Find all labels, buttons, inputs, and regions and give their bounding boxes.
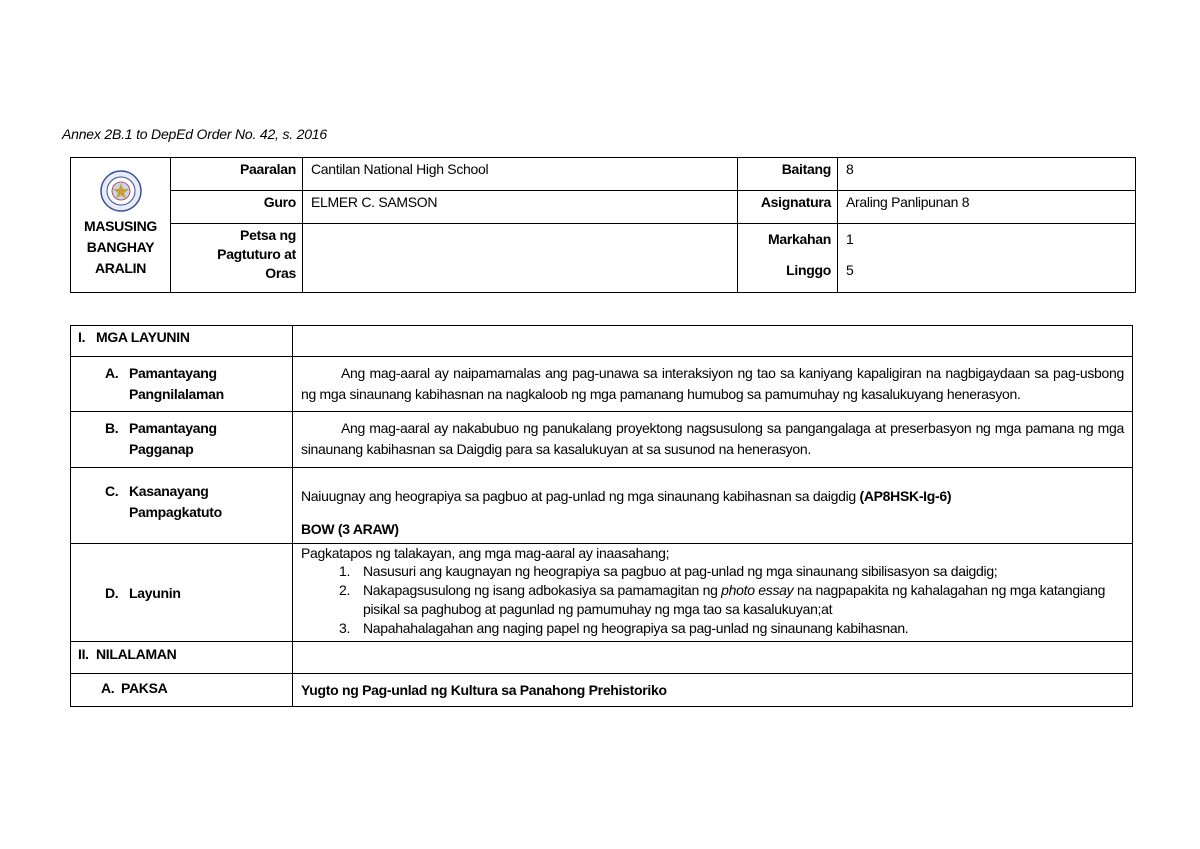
title-line-2: BANGHAY — [86, 239, 155, 255]
title-line-1: MASUSING — [83, 218, 158, 234]
petsa-value — [303, 224, 738, 293]
asignatura-label: Asignatura — [738, 191, 838, 224]
linggo-value: 5 — [846, 262, 854, 278]
section-mga-layunin: I. MGA LAYUNIN — [71, 326, 293, 357]
paaralan-value: Cantilan National High School — [303, 158, 738, 191]
kasanayang-pampagkatuto-label: C. Kasanayang Pampagkatuto — [71, 468, 293, 544]
paksa-row — [71, 674, 1133, 707]
section-nilalaman: II. NILALAMAN — [71, 642, 293, 674]
guro-value: ELMER C. SAMSON — [303, 191, 738, 224]
deped-seal-icon — [100, 170, 142, 212]
layunin-label: D. Layunin — [71, 544, 293, 642]
bow-label: BOW (3 ARAW) — [301, 521, 399, 537]
guro-label: Guro — [171, 191, 303, 224]
lesson-plan-table — [70, 325, 1133, 707]
layunin-intro: Pagkatapos ng talakayan, ang mga mag-aaral ay inaasahang; — [301, 545, 670, 561]
lesson-header-table — [70, 157, 1136, 293]
layunin-item-1: 1. Nasusuri ang kaugnayan ng heograpiya sa pagbuo at pag-unlad ng mga sinaunang sibilisasyon sa daigdig; — [339, 563, 998, 579]
pamantayang-pagganap-row — [71, 412, 1133, 468]
annex-reference: Annex 2B.1 to DepEd Order No. 42, s. 2016 — [62, 126, 327, 142]
kasanayang-pampagkatuto-row — [71, 468, 1133, 544]
baitang-label: Baitang — [738, 158, 838, 191]
linggo-label: Linggo — [786, 262, 831, 278]
markahan-label: Markahan — [768, 231, 831, 247]
layunin-content — [293, 544, 1133, 642]
title-line-3: ARALIN — [94, 260, 147, 276]
layunin-item-2: 2. Nakapagsusulong ng isang adbokasiya sa pamamagitan ng photo essay na nagpapakita ng kahalagahan ng mga katangiang pisikal sa paghubog at pagunlad ng pamumuhay ng mga tao sa kasalukuyan;at — [339, 582, 1106, 617]
pamantayang-pagganap-label: B. Pamantayang Pagganap — [71, 412, 293, 468]
kasanayang-pampagkatuto-text: Naiuugnay ang heograpiya sa pagbuo at pag-unlad ng mga sinaunang kabihasnan sa daigdig (AP8HSK-Ig-6) BOW (3 ARAW) — [293, 468, 1133, 544]
header-title-cell — [71, 158, 171, 293]
layunin-row — [71, 544, 1133, 642]
pamantayang-pagganap-text: Ang mag-aaral ay nakabubuo ng panukalang proyektong nagsusulong sa pangangalaga at preserbasyon ng mga pamana ng mga sinaunang kabihasnan sa Daigdig para sa kasalukuyan at sa susunod na henerasyon. — [293, 412, 1133, 468]
markahan-value: 1 — [846, 231, 854, 247]
layunin-item-3: 3. Napahahalagahan ang naging papel ng heograpiya sa pag-unlad ng sinaunang kabihasnan. — [339, 620, 909, 636]
competency-code: (AP8HSK-Ig-6) — [859, 488, 952, 504]
asignatura-value: Araling Panlipunan 8 — [838, 191, 1136, 224]
pamantayang-pangnilalaman-row — [71, 357, 1133, 412]
layunin-list — [301, 562, 1124, 638]
paaralan-label: Paaralan — [171, 158, 303, 191]
markahan-linggo-labels — [738, 224, 838, 293]
section-mga-layunin-row — [71, 326, 1133, 357]
markahan-linggo-values — [838, 224, 1136, 293]
paksa-label: A. PAKSA — [71, 674, 293, 707]
paksa-text: Yugto ng Pag-unlad ng Kultura sa Panahong Prehistoriko — [293, 674, 1133, 707]
petsa-label: Petsa ng Pagtuturo at Oras — [171, 224, 303, 293]
baitang-value: 8 — [838, 158, 1136, 191]
pamantayang-pangnilalaman-label: A. Pamantayang Pangnilalaman — [71, 357, 293, 412]
pamantayang-pangnilalaman-text: Ang mag-aaral ay naipamamalas ang pag-unawa sa interaksiyon ng tao sa kaniyang kapaligiran na nagbigaydaan sa pag-usbong ng mga sinaunang kabihasnan na nagkaloob ng mga pamanang humubog sa pamumuhay ng kasalukuyang henerasyon. — [293, 357, 1133, 412]
section-nilalaman-row — [71, 642, 1133, 674]
